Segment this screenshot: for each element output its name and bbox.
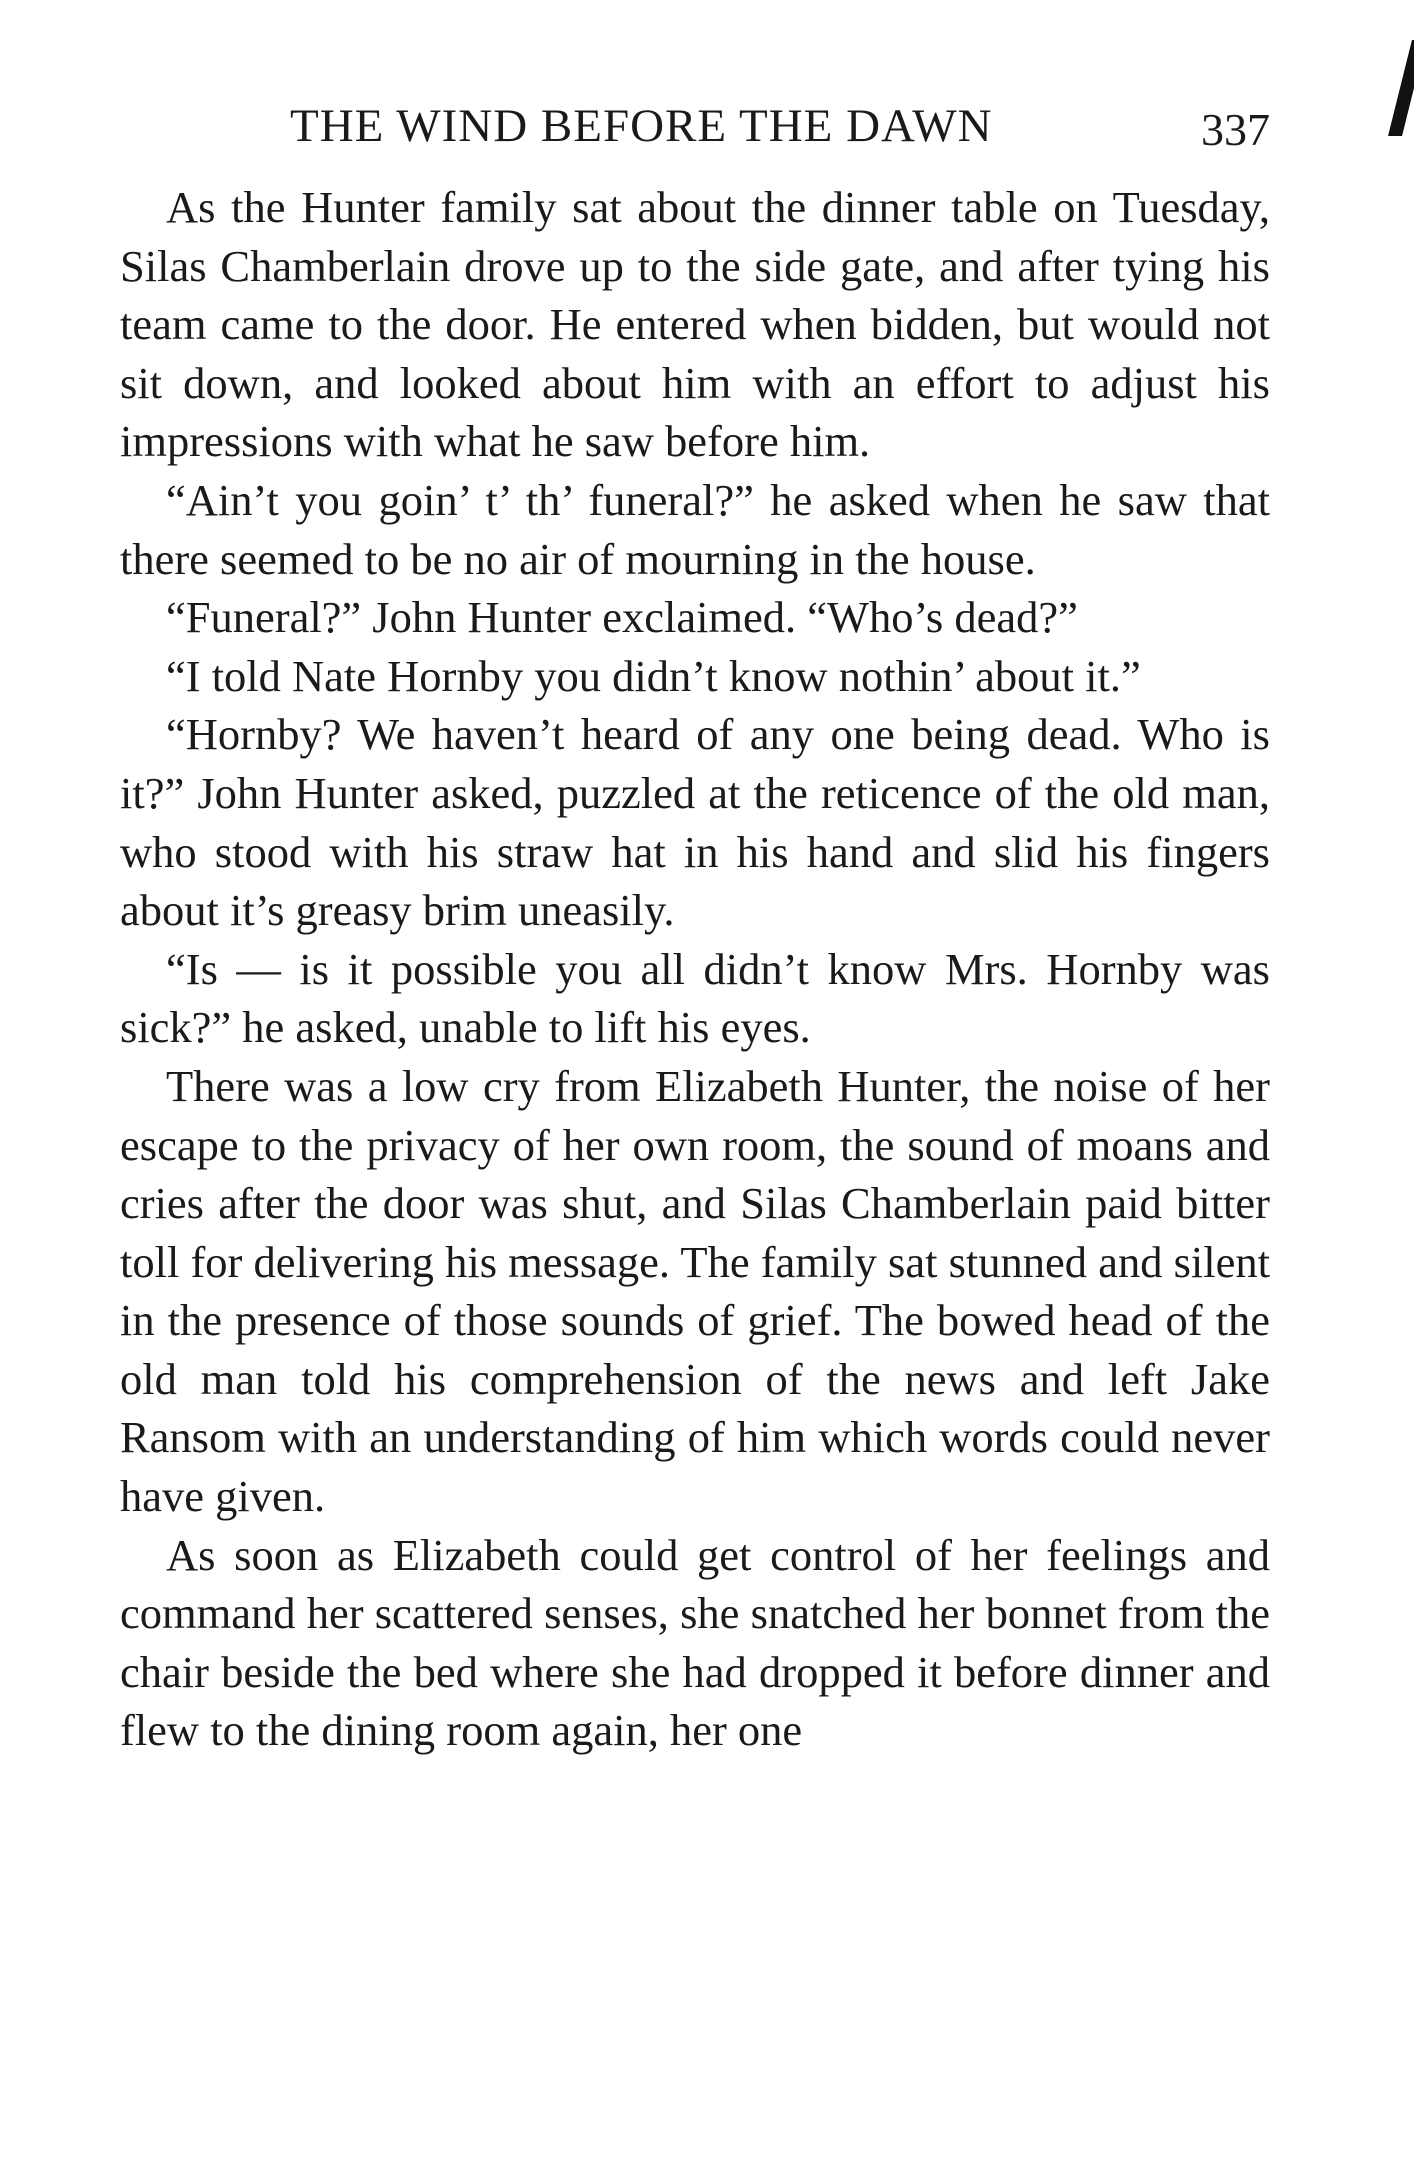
- paragraph: “Hornby? We haven’t heard of any one being dead. Who is it?” John Hunter asked, puzzled at the reticence of the old man, who stood with his straw hat in his hand and slid his fingers about it’s greasy brim uneasily.: [120, 709, 1270, 936]
- paragraph: There was a low cry from Elizabeth Hunter, the noise of her escape to the privacy of her own room, the sound of moans and cries after the door was shut, and Silas Chamberlain paid bitter toll for delivering his message. The family sat stunned and silent in the presence of those sounds of grief. The bowed head of the old man told his comprehension of the news and left Jake Ransom with an understanding of him which words could never have given.: [120, 1060, 1270, 1522]
- paragraph: “Ain’t you goin’ t’ th’ funeral?” he asked when he saw that there seemed to be no air of mourning in the house.: [120, 474, 1270, 584]
- running-title: THE WIND BEFORE THE DAWN: [290, 100, 993, 152]
- paragraph: “I told Nate Hornby you didn’t know nothin’ about it.”: [166, 650, 1141, 701]
- paragraph: “Is — is it possible you all didn’t know Mrs. Hornby was sick?” he asked, unable to lift his eyes.: [120, 943, 1270, 1053]
- body-text: [120, 178, 1270, 1760]
- paragraph: As the Hunter family sat about the dinner table on Tuesday, Silas Chamberlain drove up to the side gate, and after tying his team came to the door. He entered when bidden, but would not sit down, and looked about him with an effort to adjust his impressions with what he saw before him.: [120, 182, 1270, 467]
- paragraph: As soon as Elizabeth could get control of her feelings and command her scattered senses, she snatched her bonnet from the chair beside the bed where she had dropped it before dinner and flew to the dining room again, her one: [120, 1529, 1270, 1756]
- page-number: 337: [1201, 104, 1270, 155]
- running-head: [120, 96, 1270, 156]
- scan-edge-mark: [1388, 40, 1414, 136]
- paragraph: “Funeral?” John Hunter exclaimed. “Who’s dead?”: [166, 592, 1078, 643]
